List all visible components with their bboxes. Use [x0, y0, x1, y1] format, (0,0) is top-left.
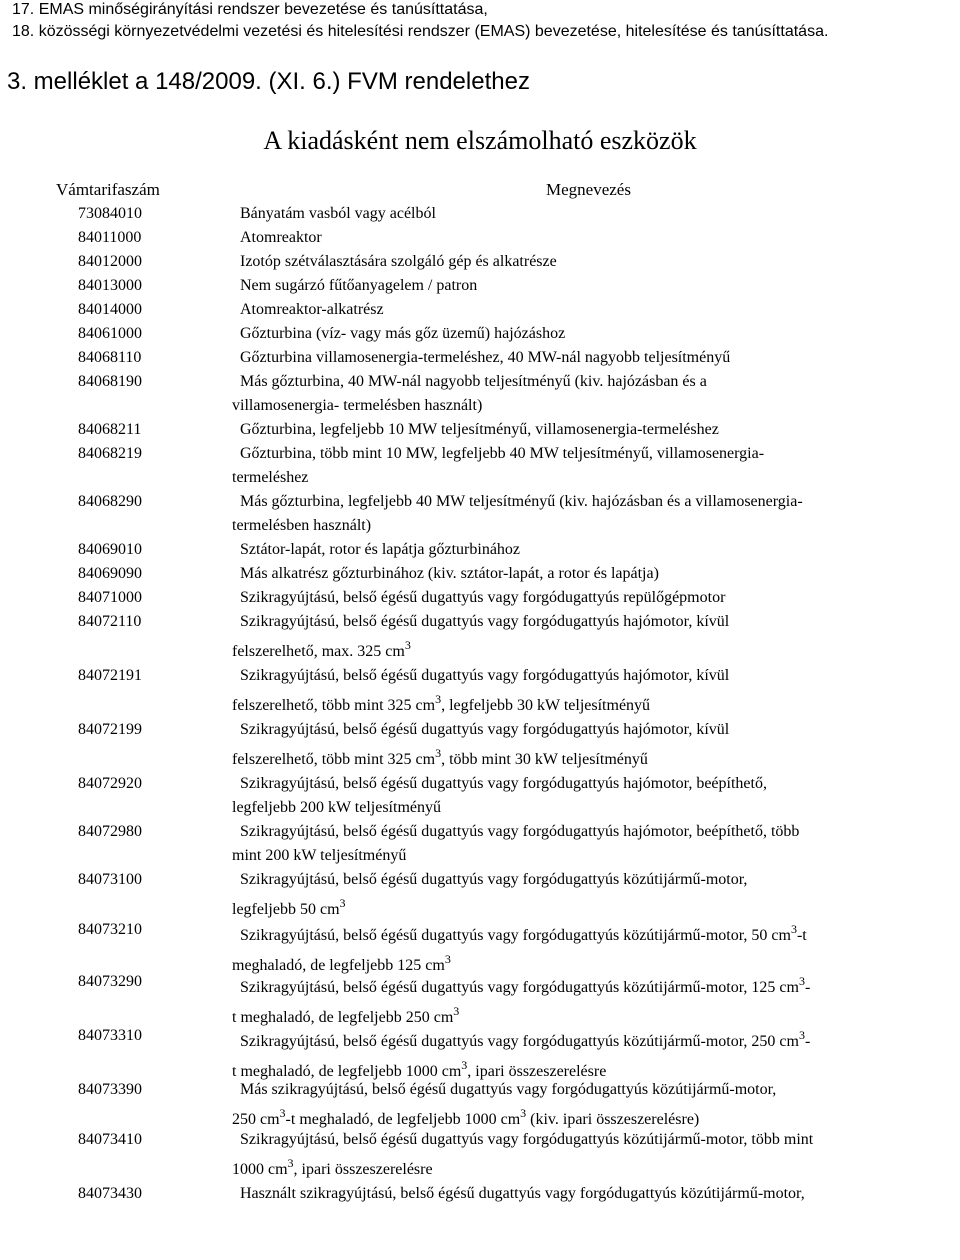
tariff-code: 84061000	[78, 325, 142, 342]
item-description	[232, 562, 952, 586]
description-line-1: Szikragyújtású, belső égésű dugattyús vagy forgódugattyús közútijármű-motor, 250 $cm^3-$	[240, 1028, 811, 1050]
description-line-2: t meghaladó, de legfeljebb 1000 $cm^3$, ipari összeszerelésre	[232, 1058, 607, 1080]
tariff-code: 84073390	[78, 1081, 142, 1098]
description-line-2: 1000 $cm^3$, ipari összeszerelésre	[232, 1156, 433, 1178]
item-description	[232, 250, 952, 274]
description-line-2: villamosenergia- termelésben használt)	[232, 397, 483, 414]
description-line-2: legfeljebb 50 $cm^3$	[232, 896, 346, 918]
tariff-code: 84073210	[78, 921, 142, 938]
description-line-1: Szikragyújtású, belső égésű dugattyús vagy forgódugattyús közútijármű-motor, több mint	[240, 1131, 814, 1148]
table-row	[0, 490, 960, 538]
table-row	[0, 918, 960, 974]
table-row	[0, 970, 960, 1024]
description-line-1: Gőzturbina, több mint 10 MW, legfeljebb 40 MW teljesítményű, villamosenergia-	[240, 445, 765, 462]
description-line-1: Nem sugárzó fűtőanyagelem / patron	[240, 277, 478, 294]
table-row	[0, 346, 960, 370]
table-row	[0, 1078, 960, 1128]
description-line-1: Sztátor-lapát, rotor és lapátja gőzturbinához	[240, 541, 521, 558]
tariff-code: 84071000	[78, 589, 142, 606]
description-line-2: 250 $cm^3-t$ meghaladó, de legfeljebb 1000 $cm^3$ (kiv. ipari összeszerelésre)	[232, 1106, 700, 1128]
item-description	[232, 442, 952, 490]
description-line-2: termeléshez	[232, 469, 309, 486]
table-header	[0, 178, 960, 202]
item-description	[232, 274, 952, 298]
tariff-code: 84068290	[78, 493, 142, 510]
tariff-code: 84073100	[78, 871, 142, 888]
table-row	[0, 250, 960, 274]
main-title: A kiadásként nem elszámolható eszközök	[263, 126, 697, 155]
item-description	[232, 298, 952, 322]
table-row	[0, 1182, 960, 1206]
description-line-1: Izotóp szétválasztására szolgáló gép és alkatrésze	[240, 253, 557, 270]
item-description	[232, 820, 952, 868]
description-line-1: Szikragyújtású, belső égésű dugattyús vagy forgódugattyús hajómotor, kívül	[240, 613, 730, 630]
tariff-code: 84073310	[78, 1027, 142, 1044]
description-line-1: Szikragyújtású, belső égésű dugattyús vagy forgódugattyús hajómotor, kívül	[240, 667, 730, 684]
table-row	[0, 1024, 960, 1078]
item-description	[232, 1128, 952, 1182]
table-row	[0, 202, 960, 226]
description-line-1: Szikragyújtású, belső égésű dugattyús vagy forgódugattyús repülőgépmotor	[240, 589, 726, 606]
tariff-code: 84069010	[78, 541, 142, 558]
table-row	[0, 610, 960, 664]
item-description	[232, 226, 952, 250]
tariff-code: 84072191	[78, 667, 142, 684]
description-line-2: mint 200 kW teljesítményű	[232, 847, 407, 864]
table-row	[0, 562, 960, 586]
table-row	[0, 772, 960, 820]
tariff-code: 84072920	[78, 775, 142, 792]
item-description	[232, 664, 952, 718]
item-description	[232, 1024, 952, 1084]
table-row	[0, 226, 960, 250]
tariff-code: 84073430	[78, 1185, 142, 1202]
tariff-code: 84012000	[78, 253, 142, 270]
description-line-1: Atomreaktor	[240, 229, 322, 246]
header-line-17: 17. EMAS minőségirányítási rendszer bevezetése és tanúsíttatása,	[12, 1, 488, 18]
description-line-2: meghaladó, de legfeljebb 125 $cm^3$	[232, 952, 451, 974]
item-description	[232, 718, 952, 772]
table-row	[0, 298, 960, 322]
item-description	[232, 1182, 952, 1206]
tariff-code: 84068219	[78, 445, 142, 462]
tariff-code: 84013000	[78, 277, 142, 294]
item-description	[232, 1078, 952, 1132]
description-line-1: Más gőzturbina, legfeljebb 40 MW teljesítményű (kiv. hajózásban és a villamosenergia-	[240, 493, 803, 510]
description-line-1: Más gőzturbina, 40 MW-nál nagyobb teljesítményű (kiv. hajózásban és a	[240, 373, 707, 390]
item-description	[232, 418, 952, 442]
tariff-code: 84069090	[78, 565, 142, 582]
tariff-code: 84014000	[78, 301, 142, 318]
table-row	[0, 664, 960, 718]
description-line-1: Szikragyújtású, belső égésű dugattyús vagy forgódugattyús közútijármű-motor, 50 $cm^3-t$	[240, 922, 807, 944]
description-line-1: Bányatám vasból vagy acélból	[240, 205, 436, 222]
tariff-code: 84073410	[78, 1131, 142, 1148]
table-row	[0, 322, 960, 346]
tariff-code: 84073290	[78, 973, 142, 990]
description-line-1: Használt szikragyújtású, belső égésű dugattyús vagy forgódugattyús közútijármű-motor,	[240, 1185, 805, 1202]
description-line-1: Atomreaktor-alkatrész	[240, 301, 384, 318]
description-line-1: Gőzturbina, legfeljebb 10 MW teljesítményű, villamosenergia-termeléshez	[240, 421, 719, 438]
table-row	[0, 718, 960, 772]
item-description	[232, 322, 952, 346]
item-description	[232, 586, 952, 610]
tariff-code: 84072199	[78, 721, 142, 738]
description-line-2: t meghaladó, de legfeljebb 250 $cm^3$	[232, 1004, 460, 1026]
description-line-2: felszerelhető, több mint 325 $cm^3$, legfeljebb 30 kW teljesítményű	[232, 692, 651, 714]
table-row	[0, 418, 960, 442]
description-line-1: Szikragyújtású, belső égésű dugattyús vagy forgódugattyús közútijármű-motor, 125 $cm^3-$	[240, 974, 811, 996]
description-line-1: Más szikragyújtású, belső égésű dugattyús vagy forgódugattyús közútijármű-motor,	[240, 1081, 777, 1098]
annex-title: 3. melléklet a 148/2009. (XI. 6.) FVM rendelethez	[7, 68, 530, 95]
description-line-1: Gőzturbina (víz- vagy más gőz üzemű) hajózáshoz	[240, 325, 566, 342]
description-line-2: felszerelhető, több mint 325 $cm^3$, több mint 30 kW teljesítményű	[232, 746, 648, 768]
item-description	[232, 970, 952, 1030]
tariff-code: 84072110	[78, 613, 142, 630]
tariff-code: 84068190	[78, 373, 142, 390]
table-row	[0, 442, 960, 490]
column-header-code: Vámtarifaszám	[56, 180, 160, 199]
item-description	[232, 868, 952, 922]
table-row	[0, 586, 960, 610]
tariff-code: 84072980	[78, 823, 142, 840]
table-row	[0, 274, 960, 298]
header-line-18: 18. közösségi környezetvédelmi vezetési és hitelesítési rendszer (EMAS) bevezetése, hitelesítése és tanúsíttatása.	[12, 23, 829, 40]
description-line-1: Szikragyújtású, belső égésű dugattyús vagy forgódugattyús hajómotor, kívül	[240, 721, 730, 738]
item-description	[232, 538, 952, 562]
table-row	[0, 538, 960, 562]
description-line-1: Más alkatrész gőzturbinához (kiv. sztátor-lapát, a rotor és lapátja)	[240, 565, 659, 582]
item-description	[232, 202, 952, 226]
item-description	[232, 490, 952, 538]
table-row	[0, 370, 960, 418]
tariff-code: 73084010	[78, 205, 142, 222]
item-description	[232, 918, 952, 978]
item-description	[232, 370, 952, 418]
tariff-code: 84068110	[78, 349, 142, 366]
description-line-1: Szikragyújtású, belső égésű dugattyús vagy forgódugattyús hajómotor, beépíthető,	[240, 775, 767, 792]
description-line-1: Szikragyújtású, belső égésű dugattyús vagy forgódugattyús hajómotor, beépíthető, több	[240, 823, 800, 840]
item-description	[232, 610, 952, 664]
tariff-code: 84011000	[78, 229, 142, 246]
item-description	[232, 772, 952, 820]
description-line-1: Gőzturbina villamosenergia-termeléshez, 40 MW-nál nagyobb teljesítményű	[240, 349, 731, 366]
column-header-name: Megnevezés	[546, 180, 631, 199]
table-row	[0, 1128, 960, 1182]
description-line-2: legfeljebb 200 kW teljesítményű	[232, 799, 441, 816]
description-line-2: felszerelhető, max. 325 $cm^3$	[232, 638, 411, 660]
table-row	[0, 820, 960, 868]
tariff-code: 84068211	[78, 421, 142, 438]
description-line-2: termelésben használt)	[232, 517, 372, 534]
description-line-1: Szikragyújtású, belső égésű dugattyús vagy forgódugattyús közútijármű-motor,	[240, 871, 748, 888]
item-description	[232, 346, 952, 370]
table-row	[0, 868, 960, 918]
